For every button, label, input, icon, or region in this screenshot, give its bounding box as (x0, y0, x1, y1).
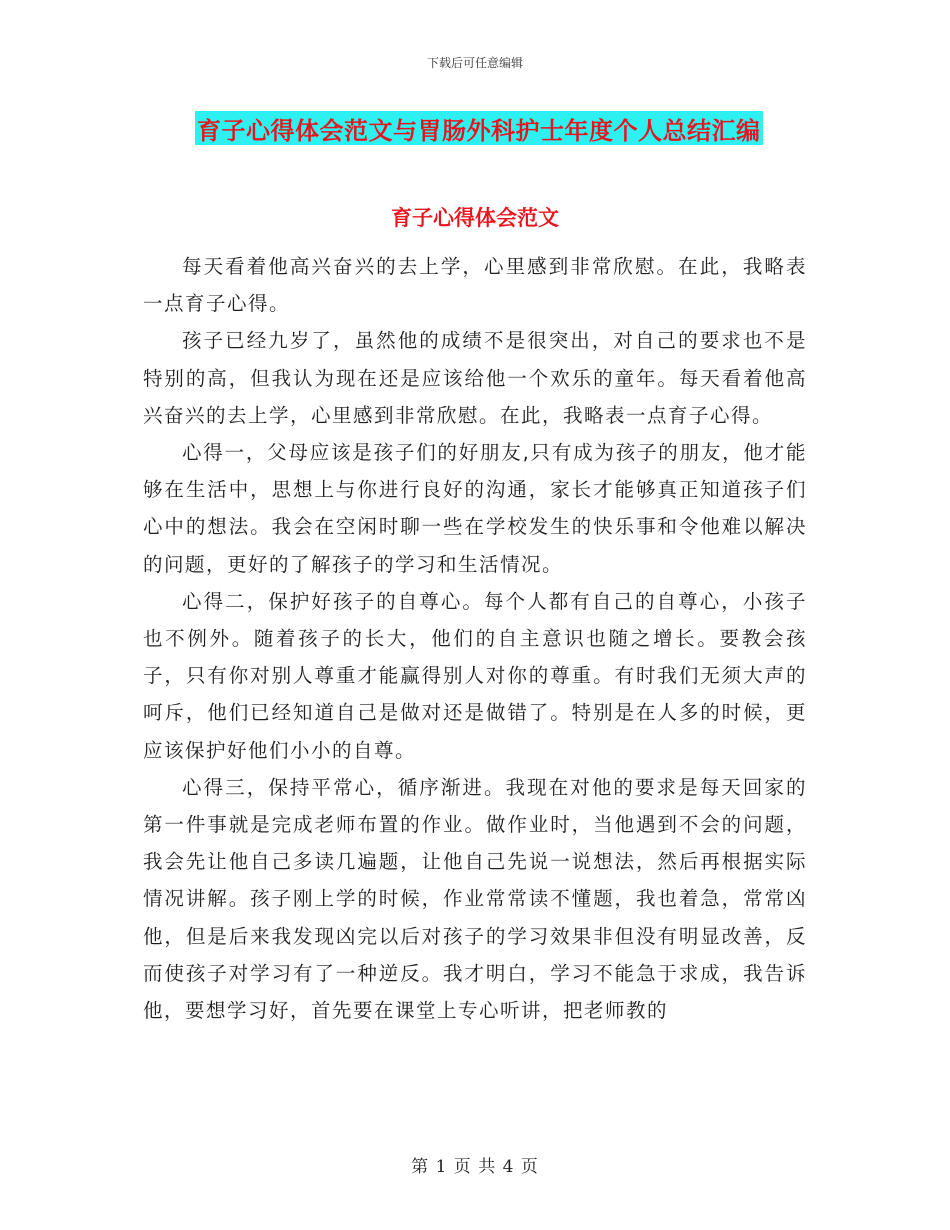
document-title: 育子心得体会范文与胃肠外科护士年度个人总结汇编 (197, 116, 761, 145)
page-footer: 第 1 页 共 4 页 (411, 1157, 539, 1177)
section-title: 育子心得体会范文 (391, 206, 559, 230)
document-title-highlight (195, 111, 763, 145)
paragraph: 每天看着他高兴奋兴的去上学，心里感到非常欣慰。在此，我略表一点育子心得。 (143, 255, 807, 316)
paragraph: 心得一，父母应该是孩子们的好朋友,只有成为孩子的朋友，他才能够在生活中，思想上与你进行良好的沟通，家长才能够真正知道孩子们心中的想法。我会在空闲时聊一些在学校发生的快乐事和令他难以解决的问题，更好的了解孩子的学习和生活情况。 (143, 441, 807, 576)
paragraph: 心得三，保持平常心，循序渐进。我现在对他的要求是每天回家的第一件事就是完成老师布置的作业。做作业时，当他遇到不会的问题，我会先让他自己多读几遍题，让他自己先说一说想法，然后再根据实际情况讲解。孩子刚上学的时候，作业常常读不懂题，我也着急，常常凶他，但是后来我发现凶完以后对孩子的学习效果非但没有明显改善，反而使孩子对学习有了一种逆反。我才明白，学习不能急于求成，我告诉他，要想学习好，首先要在课堂上专心听讲，把老师教的 (143, 775, 807, 1023)
header-note: 下载后可任意编辑 (426, 56, 523, 70)
paragraph: 孩子已经九岁了，虽然他的成绩不是很突出，对自己的要求也不是特别的高，但我认为现在还是应该给他一个欢乐的童年。每天看着他高兴奋兴的去上学，心里感到非常欣慰。在此，我略表一点育子心得。 (143, 329, 807, 427)
document-body (143, 248, 807, 1029)
paragraph: 心得二，保护好孩子的自尊心。每个人都有自己的自尊心，小孩子也不例外。随着孩子的长大，他们的自主意识也随之增长。要教会孩子，只有你对别人尊重才能赢得别人对你的尊重。有时我们无须大声的呵斥，他们已经知道自己是做对还是做错了。特别是在人多的时候，更应该保护好他们小小的自尊。 (143, 589, 807, 762)
